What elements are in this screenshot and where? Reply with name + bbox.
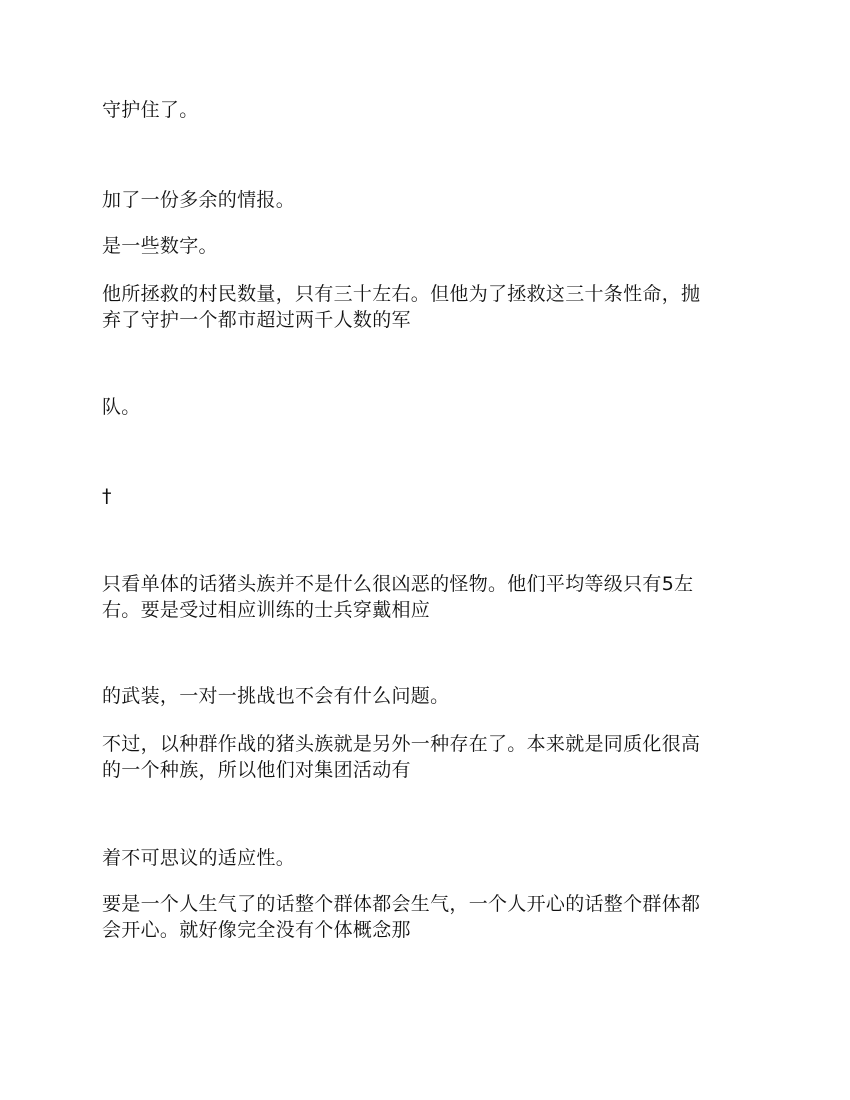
paragraph: 守护住了。 [102, 99, 199, 121]
paragraph: 只看单体的话猪头族并不是什么很凶恶的怪物。他们平均等级只有5左 右。要是受过相应训练的士兵穿戴相应 [102, 573, 694, 621]
paragraph: 着不可思议的适应性。 [102, 847, 296, 869]
paragraph: 不过，以种群作战的猪头族就是另外一种存在了。本来就是同质化很高 的一个种族，所以他们对集团活动有 [102, 733, 701, 781]
paragraph: 队。 [102, 396, 141, 418]
paragraph: 要是一个人生气了的话整个群体都会生气，一个人开心的话整个群体都 会开心。就好像完全没有个体概念那 [102, 893, 701, 941]
paragraph: 他所拯救的村民数量，只有三十左右。但他为了拯救这三十条性命，抛 弃了守护一个都市超过两千人数的军 [102, 283, 701, 331]
paragraph: 加了一份多余的情报。 [102, 189, 296, 211]
paragraph: 的武装，一对一挑战也不会有什么问题。 [102, 685, 450, 707]
paragraph: 是一些数字。 [102, 235, 218, 257]
section-divider-dagger: † [102, 485, 112, 507]
